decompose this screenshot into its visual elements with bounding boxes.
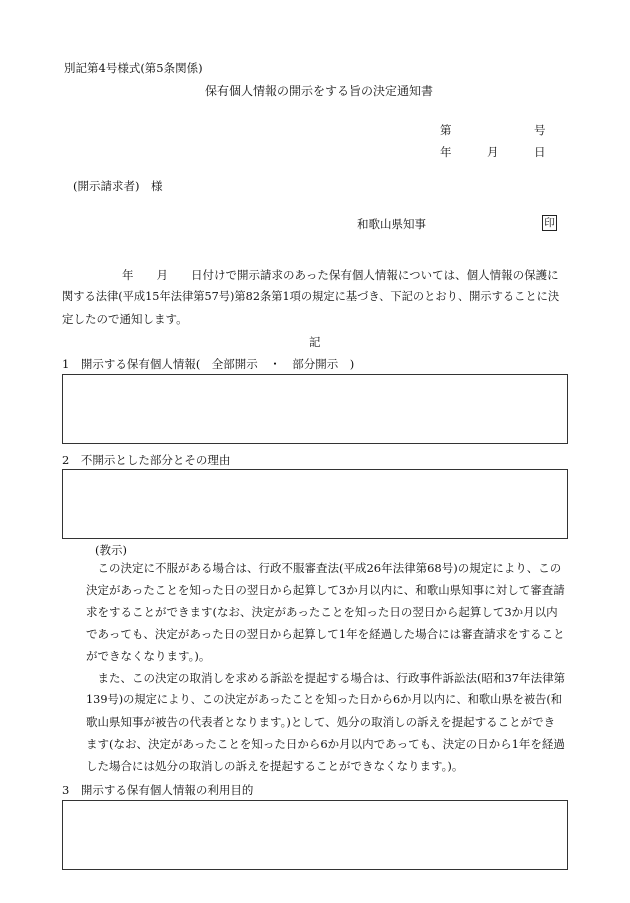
document-title: 保有個人情報の開示をする旨の決定通知書 bbox=[205, 84, 434, 98]
body-line-2: 関する法律(平成15年法律第57号)第82条第1項の規定に基づき、下記のとおり、開示することに決 bbox=[62, 290, 560, 303]
date-month: 月 bbox=[487, 145, 499, 159]
form-number: 別記第4号様式(第5条関係) bbox=[64, 61, 203, 75]
notice-line: ができなくなります。)。 bbox=[86, 649, 211, 663]
section-1-box[interactable] bbox=[62, 374, 568, 444]
notice-line: 歌山県知事が被告の代表者となります。)として、処分の取消しの訴えを提起することができ bbox=[86, 715, 556, 729]
notice-line: また、この決定の取消しを求める訴訟を提起する場合は、行政事件訴訟法(昭和37年法律第 bbox=[86, 671, 566, 685]
number-dai: 第 bbox=[440, 123, 452, 137]
section-1-label: 1 開示する保有個人情報( 全部開示 ・ 部分開示 ) bbox=[62, 357, 355, 371]
notice-line: 139号)の規定により、この決定があったことを知った日から6か月以内に、和歌山県を被告(和 bbox=[86, 693, 563, 706]
ki-heading: 記 bbox=[309, 335, 321, 349]
notice-line: 決定があったことを知った日の翌日から起算して3か月以内に、和歌山県知事に対して審査請 bbox=[86, 583, 565, 597]
section-2-label: 2 不開示とした部分とその理由 bbox=[62, 453, 231, 467]
issuer: 和歌山県知事 bbox=[357, 217, 426, 231]
notice-line: した場合には処分の取消しの訴えを提起することができなくなります。)。 bbox=[86, 759, 464, 773]
addressee: (開示請求者) 様 bbox=[73, 179, 163, 193]
notice-line: 求をすることができます(なお、決定があったことを知った日の翌日から起算して3か月以内 bbox=[86, 605, 558, 619]
notice-line: ます(なお、決定があったことを知った日から6か月以内であっても、決定の日から1年を経過 bbox=[86, 737, 565, 751]
notice-line: この決定に不服がある場合は、行政不服審査法(平成26年法律第68号)の規定により、この bbox=[86, 561, 562, 575]
date-year: 年 bbox=[440, 145, 452, 159]
notice-line: であっても、決定があった日の翌日から起算して1年を経過した場合には審査請求をすること bbox=[86, 627, 565, 641]
seal-stamp: 印 bbox=[542, 215, 557, 231]
body-line-1: 年 月 日付けで開示請求のあった保有個人情報については、個人情報の保護に bbox=[122, 268, 559, 282]
section-2-box[interactable] bbox=[62, 469, 568, 539]
number-gou: 号 bbox=[534, 123, 546, 137]
section-3-label: 3 開示する保有個人情報の利用目的 bbox=[62, 783, 254, 797]
notice-heading: (教示) bbox=[95, 543, 127, 557]
section-3-box[interactable] bbox=[62, 800, 568, 870]
body-line-3: 定したので通知します。 bbox=[62, 312, 188, 326]
date-day: 日 bbox=[534, 145, 546, 159]
